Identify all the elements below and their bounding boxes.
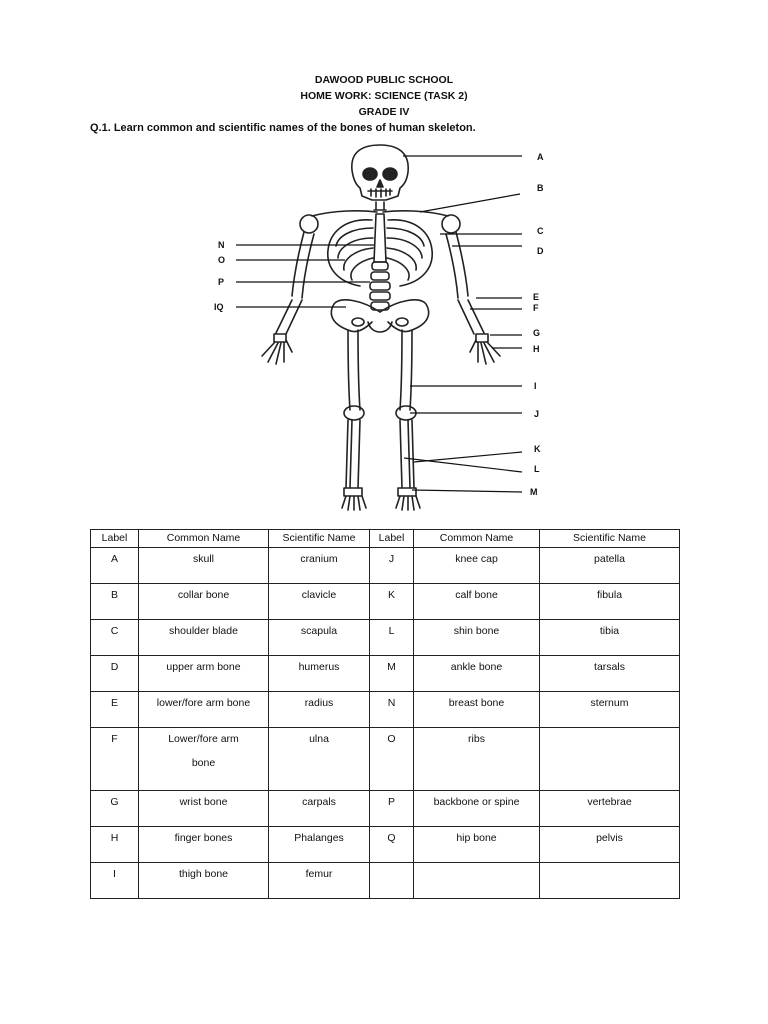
question-text: Q.1. Learn common and scientific names of the bones of human skeleton.	[90, 122, 476, 134]
common-name-cell	[414, 863, 540, 899]
header-scientific-name-1: Scientific Name	[269, 530, 370, 548]
pelvis-drawing	[331, 300, 428, 332]
scientific-name-cell: vertebrae	[540, 791, 680, 827]
common-name-cell: ribs	[414, 728, 540, 791]
label-cell: D	[91, 656, 139, 692]
label-cell: Q	[370, 827, 414, 863]
diagram-label-l: L	[534, 464, 540, 474]
label-cell: E	[91, 692, 139, 728]
table-row	[91, 548, 680, 584]
label-cell: B	[91, 584, 139, 620]
humerus-left	[292, 232, 314, 298]
lower-leg-right	[400, 420, 414, 488]
scientific-name-cell: humerus	[269, 656, 370, 692]
scientific-name-cell: Phalanges	[269, 827, 370, 863]
diagram-label-n: N	[218, 240, 225, 250]
skull-drawing	[352, 145, 408, 200]
label-cell: L	[370, 620, 414, 656]
ribcage-drawing	[328, 214, 432, 286]
leader-l	[404, 458, 522, 472]
table-row	[91, 692, 680, 728]
table-row	[91, 656, 680, 692]
common-name-cell: shin bone	[414, 620, 540, 656]
label-cell: M	[370, 656, 414, 692]
label-cell: O	[370, 728, 414, 791]
diagram-label-a: A	[537, 152, 544, 162]
clavicle-left	[312, 211, 377, 216]
diagram-label-i: I	[534, 381, 537, 391]
femur-left	[348, 330, 360, 410]
common-name-cell: lower/fore arm bone	[139, 692, 269, 728]
femur-right	[400, 330, 412, 410]
label-cell: K	[370, 584, 414, 620]
scientific-name-cell: fibula	[540, 584, 680, 620]
leader-m	[412, 490, 522, 492]
scientific-name-cell: clavicle	[269, 584, 370, 620]
label-cell: P	[370, 791, 414, 827]
bones-table	[90, 529, 680, 899]
common-name-line-1: Lower/fore arm	[168, 733, 239, 745]
lower-leg-left	[346, 420, 360, 488]
scientific-name-cell: carpals	[269, 791, 370, 827]
hand-right	[470, 334, 500, 364]
leader-b	[420, 194, 520, 212]
scientific-name-cell: pelvis	[540, 827, 680, 863]
scientific-name-cell: sternum	[540, 692, 680, 728]
common-name-cell: calf bone	[414, 584, 540, 620]
diagram-label-o: O	[218, 255, 226, 265]
scientific-name-cell: ulna	[269, 728, 370, 791]
common-name-cell: collar bone	[139, 584, 269, 620]
common-name-cell: wrist bone	[139, 791, 269, 827]
diagram-label-m: M	[530, 487, 538, 497]
diagram-label-d: D	[537, 246, 544, 256]
diagram-label-k: K	[534, 444, 541, 454]
label-cell: I	[91, 863, 139, 899]
header-common-name-1: Common Name	[139, 530, 269, 548]
scientific-name-cell: cranium	[269, 548, 370, 584]
common-name-cell: upper arm bone	[139, 656, 269, 692]
foot-left	[342, 488, 366, 510]
diagram-label-q: IQ	[214, 302, 224, 312]
label-cell: N	[370, 692, 414, 728]
scientific-name-cell: patella	[540, 548, 680, 584]
diagram-label-b: B	[537, 183, 544, 193]
header-label-1: Label	[91, 530, 139, 548]
table-row	[91, 827, 680, 863]
spine-drawing	[370, 202, 390, 310]
common-name-cell: shoulder blade	[139, 620, 269, 656]
table-row	[91, 620, 680, 656]
scientific-name-cell: tibia	[540, 620, 680, 656]
diagram-label-c: C	[537, 226, 544, 236]
common-name-cell: skull	[139, 548, 269, 584]
diagram-label-g: G	[533, 328, 541, 338]
scientific-name-cell	[540, 863, 680, 899]
header-scientific-name-2: Scientific Name	[540, 530, 680, 548]
knee-left	[344, 406, 364, 420]
table-row	[91, 791, 680, 827]
label-cell: C	[91, 620, 139, 656]
diagram-label-f: F	[533, 303, 539, 313]
grade-label: GRADE IV	[358, 106, 410, 118]
common-name-cell: breast bone	[414, 692, 540, 728]
clavicle-right	[383, 211, 448, 216]
diagram-label-h: H	[533, 344, 540, 354]
table-row	[91, 584, 680, 620]
header-common-name-2: Common Name	[414, 530, 540, 548]
diagram-label-p: P	[218, 277, 225, 287]
humerus-right	[446, 232, 468, 298]
leader-k	[414, 452, 522, 462]
scientific-name-cell: tarsals	[540, 656, 680, 692]
common-name-cell: hip bone	[414, 827, 540, 863]
common-name-cell: finger bones	[139, 827, 269, 863]
common-name-cell: backbone or spine	[414, 791, 540, 827]
scientific-name-cell: scapula	[269, 620, 370, 656]
common-name-cell: ankle bone	[414, 656, 540, 692]
scientific-name-cell: radius	[269, 692, 370, 728]
diagram-label-e: E	[533, 292, 540, 302]
common-name-line-2: bone	[191, 757, 216, 769]
table-header-row	[91, 530, 680, 548]
label-cell: J	[370, 548, 414, 584]
label-cell: A	[91, 548, 139, 584]
common-name-cell: knee cap	[414, 548, 540, 584]
scientific-name-cell	[540, 728, 680, 791]
scientific-name-cell: femur	[269, 863, 370, 899]
common-name-cell	[139, 728, 269, 791]
label-cell: H	[91, 827, 139, 863]
school-name: DAWOOD PUBLIC SCHOOL	[314, 74, 454, 86]
header-label-2: Label	[370, 530, 414, 548]
table-row	[91, 728, 680, 791]
forearm-right	[458, 300, 484, 334]
forearm-left	[276, 300, 302, 334]
label-cell	[370, 863, 414, 899]
label-cell: G	[91, 791, 139, 827]
diagram-label-j: J	[534, 409, 540, 419]
table-row	[91, 863, 680, 899]
common-name-cell: thigh bone	[139, 863, 269, 899]
foot-right	[396, 488, 420, 510]
label-cell: F	[91, 728, 139, 791]
hand-left	[262, 334, 292, 364]
homework-title: HOME WORK: SCIENCE (TASK 2)	[300, 90, 468, 102]
skeleton-diagram	[0, 140, 768, 515]
